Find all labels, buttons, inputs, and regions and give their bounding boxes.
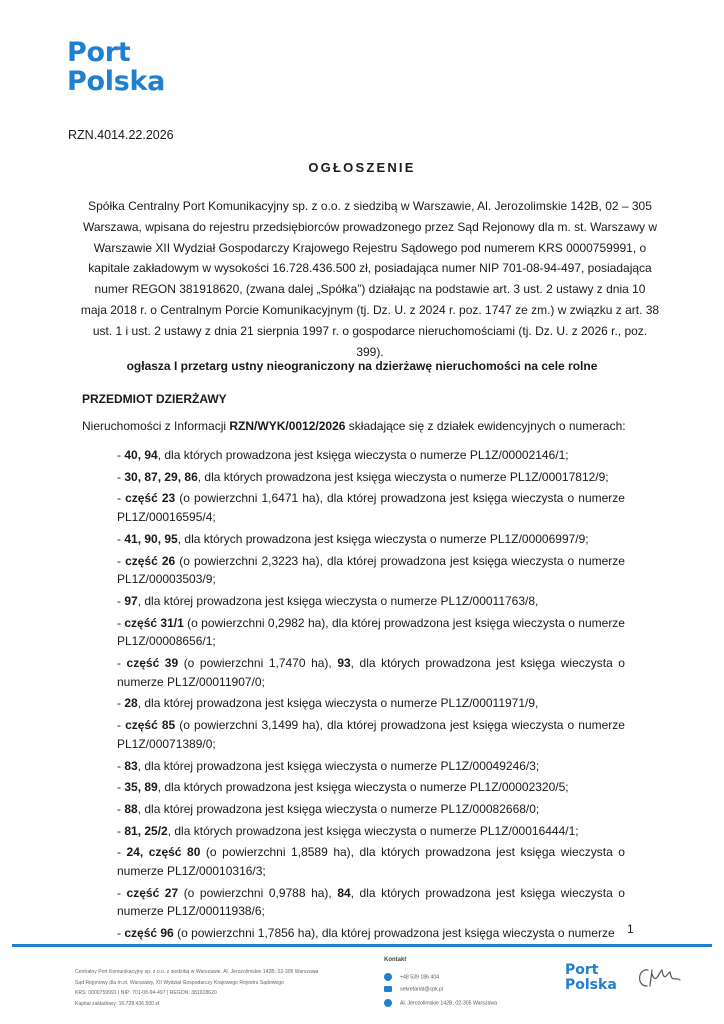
- phone-icon: [384, 973, 392, 981]
- parcel-bold: część 85: [125, 718, 176, 733]
- reference-number: RZN.4014.22.2026: [68, 128, 174, 142]
- parcel-text: (o powierzchni 2,3223 ha), dla której prowadzona jest księga wieczysta o numerze PL1Z/00003503/9;: [117, 553, 625, 587]
- parcel-item: [117, 489, 625, 526]
- parcel-text: , dla których prowadzona jest księga wieczysta o numerze PL1Z/00006997/9;: [177, 531, 589, 546]
- footer-company-info: [75, 967, 350, 1009]
- parcel-dash: -: [117, 469, 125, 484]
- section-heading: PRZEDMIOT DZIERŻAWY: [82, 392, 227, 406]
- parcel-dash: -: [117, 448, 125, 462]
- parcel-bold: 81, 25/2: [124, 823, 168, 838]
- mail-icon: [384, 986, 392, 992]
- parcel-dash: -: [117, 593, 125, 608]
- parcel-text2: , dla których prowadzona jest księga wieczysta o numerze PL1Z/00011907/0;: [117, 656, 625, 689]
- parcel-bold2: 84: [337, 885, 351, 900]
- parcel-dash: -: [117, 758, 125, 773]
- parcel-bold: część 27: [126, 885, 179, 900]
- parcel-item: [117, 757, 625, 776]
- handwritten-initials: [634, 964, 684, 994]
- footer-line: KRS: 0000759991 | NIP: 701-08-94-497 | REGON: 381918620: [75, 990, 217, 997]
- parcel-bold: 88: [124, 801, 138, 816]
- parcel-dash: -: [117, 656, 127, 671]
- parcel-bold: 35, 89: [124, 780, 158, 795]
- parcels-intro-before: Nieruchomości z Informacji: [82, 419, 230, 433]
- parcel-text: , dla których prowadzona jest księga wieczysta o numerze PL1Z/00002146/1;: [157, 448, 569, 462]
- parcel-text: , dla której prowadzona jest księga wieczysta o numerze PL1Z/00011763/8,: [137, 593, 539, 608]
- contact-address-row: [384, 999, 497, 1007]
- intro-paragraph: Spółka Centralny Port Komunikacyjny sp. z o.o. z siedzibą w Warszawie, Al. Jerozolimskie 142B, 02 – 305 Warszawa, wpisana do rejestru przedsiębiorców prowadzonego przez Sąd Rejonowy dla m. st. Warszawy w Warszawie XII Wydział Gospodarczy Krajowego Rejestru Sądowego pod numerem KRS 0000759991, o kapitale zakładowym w wysokości 16.728.436.500 zł, posiadająca numer NIP 701-08-94-497, posiadająca numer REGON 381918620, (zwana dalej „Spółka”) działając na podstawie art. 3 ust. 2 ustawy z dnia 10 maja 2018 r. o Centralnym Porcie Komunikacyjnym (tj. Dz. U. z 2024 r. poz. 1747 ze zm.) w związku z art. 38 ust. 1 i ust. 2 ustawy z dnia 21 sierpnia 1997 r. o gospodarce nieruchomościami (tj. Dz. U. z 2026 r., poz. 399).: [80, 199, 660, 359]
- parcel-bold: część 23: [125, 491, 176, 506]
- parcel-bold: część 31/1: [124, 615, 184, 630]
- parcel-dash: -: [117, 885, 127, 900]
- footer-logo-line-2: Polska: [565, 977, 617, 993]
- parcel-text2: , dla których prowadzona jest księga wieczysta o numerze PL1Z/00011938/6;: [117, 885, 625, 919]
- parcel-bold: 83: [124, 758, 138, 773]
- parcel-bold: 30, 87, 29, 86: [124, 469, 198, 484]
- parcel-text: , dla której prowadzona jest księga wieczysta o numerze PL1Z/00082668/0;: [137, 801, 540, 816]
- footer-line: Kapitał zakładowy: 16.728.436.500 zł: [75, 1000, 160, 1007]
- parcel-item: [117, 446, 625, 465]
- parcel-dash: -: [117, 718, 126, 733]
- parcel-text: , dla których prowadzona jest księga wieczysta o numerze PL1Z/00016444/1;: [167, 823, 579, 838]
- parcel-list: [117, 446, 625, 946]
- parcel-bold2: 93: [337, 656, 351, 671]
- parcel-text: (o powierzchni 0,9788 ha),: [178, 885, 338, 900]
- logo-line-1: Port: [67, 37, 131, 68]
- parcel-dash: -: [117, 926, 125, 941]
- parcel-bold: 24, część 80: [126, 845, 201, 860]
- parcel-dash: -: [117, 801, 125, 816]
- parcel-bold: część 96: [124, 926, 174, 941]
- parcel-text: (o powierzchni 1,6471 ha), dla której prowadzona jest księga wieczysta o numerze PL1Z/00016595/4;: [117, 491, 625, 525]
- page-number: 1: [627, 922, 634, 936]
- footer-line: Centralny Port Komunikacyjny sp. z o.o. z siedzibą w Warszawie, Al. Jerozolimskie 142B, 02-305 Warszawa: [75, 969, 319, 975]
- parcel-text: , dla której prowadzona jest księga wieczysta o numerze PL1Z/00049246/3;: [137, 758, 540, 773]
- parcel-item: [117, 614, 625, 651]
- parcel-item: [117, 654, 625, 691]
- parcel-dash: -: [117, 553, 126, 568]
- parcel-item: [117, 468, 625, 487]
- announcement: ogłasza I przetarg ustny nieograniczony na dzierżawę nieruchomości na cele rolne: [126, 359, 598, 373]
- company-logo: [67, 38, 165, 96]
- parcel-text: (o powierzchni 0,2982 ha), dla której prowadzona jest księga wieczysta o numerze PL1Z/00008656/1;: [117, 615, 625, 649]
- parcel-dash: -: [117, 696, 125, 711]
- parcel-item: [117, 592, 625, 611]
- parcel-text: , dla której prowadzona jest księga wieczysta o numerze PL1Z/00011971/9,: [137, 696, 539, 711]
- parcel-dash: -: [117, 780, 125, 795]
- footer-logo-line-1: Port: [565, 962, 599, 978]
- parcel-dash: -: [117, 823, 125, 838]
- parcel-text: (o powierzchni 1,8589 ha), dla których prowadzona jest księga wieczysta o numerze PL1Z/00010316/3;: [117, 845, 625, 879]
- parcel-text: , dla których prowadzona jest księga wieczysta o numerze PL1Z/00002320/5;: [157, 780, 569, 795]
- parcel-bold: 40, 94: [124, 448, 158, 462]
- parcel-item: [117, 694, 625, 713]
- contact-phone: +48 539 186 404: [400, 974, 440, 981]
- parcel-item: [117, 924, 625, 943]
- parcel-item: [117, 552, 625, 589]
- parcel-item: [117, 822, 625, 841]
- parcel-text: (o powierzchni 3,1499 ha), dla której prowadzona jest księga wieczysta o numerze PL1Z/00071389/0;: [117, 718, 625, 751]
- parcel-bold: 41, 90, 95: [124, 531, 178, 546]
- parcel-bold: część 26: [125, 553, 176, 568]
- parcel-dash: -: [117, 531, 125, 546]
- parcels-intro: [82, 419, 626, 433]
- parcel-text: (o powierzchni 1,7470 ha),: [178, 656, 338, 671]
- contact-heading: Kontakt: [384, 957, 407, 963]
- parcel-item: [117, 843, 625, 880]
- contact-address: Al. Jerozolimskie 142B, 02-305 Warszawa: [400, 1000, 497, 1007]
- parcel-bold: część 39: [126, 656, 179, 671]
- parcel-dash: -: [117, 615, 125, 630]
- parcels-intro-after: składające się z działek ewidencyjnych o numerach:: [345, 419, 626, 433]
- document-title: OGŁOSZENIE: [308, 160, 416, 175]
- parcel-dash: -: [117, 491, 126, 506]
- footer-line: Sąd Rejonowy dla m.st. Warszawy, XII Wydział Gospodarczy Krajowego Rejestru Sądowego: [75, 979, 284, 986]
- parcel-item: [117, 800, 625, 819]
- parcel-dash: -: [117, 845, 127, 860]
- location-pin-icon: [384, 999, 392, 1007]
- contact-email-row: [384, 986, 443, 992]
- information-number: RZN/WYK/0012/2026: [229, 419, 346, 433]
- parcel-item: [117, 778, 625, 797]
- parcel-item: [117, 884, 625, 921]
- contact-phone-row: [384, 973, 439, 981]
- footer-divider: [12, 944, 712, 947]
- parcel-item: [117, 530, 625, 549]
- footer-logo: [565, 963, 617, 993]
- parcel-bold: 97: [124, 593, 138, 608]
- logo-line-2: Polska: [67, 66, 166, 97]
- contact-email: sekretariat@cpk.pl: [400, 986, 444, 993]
- parcel-bold: 28: [124, 696, 138, 711]
- parcel-item: [117, 716, 625, 753]
- parcel-text: (o powierzchni 1,7856 ha), dla której prowadzona jest księga wieczysta o numerze: [173, 926, 615, 941]
- parcel-text: , dla których prowadzona jest księga wieczysta o numerze PL1Z/00017812/9;: [197, 469, 609, 484]
